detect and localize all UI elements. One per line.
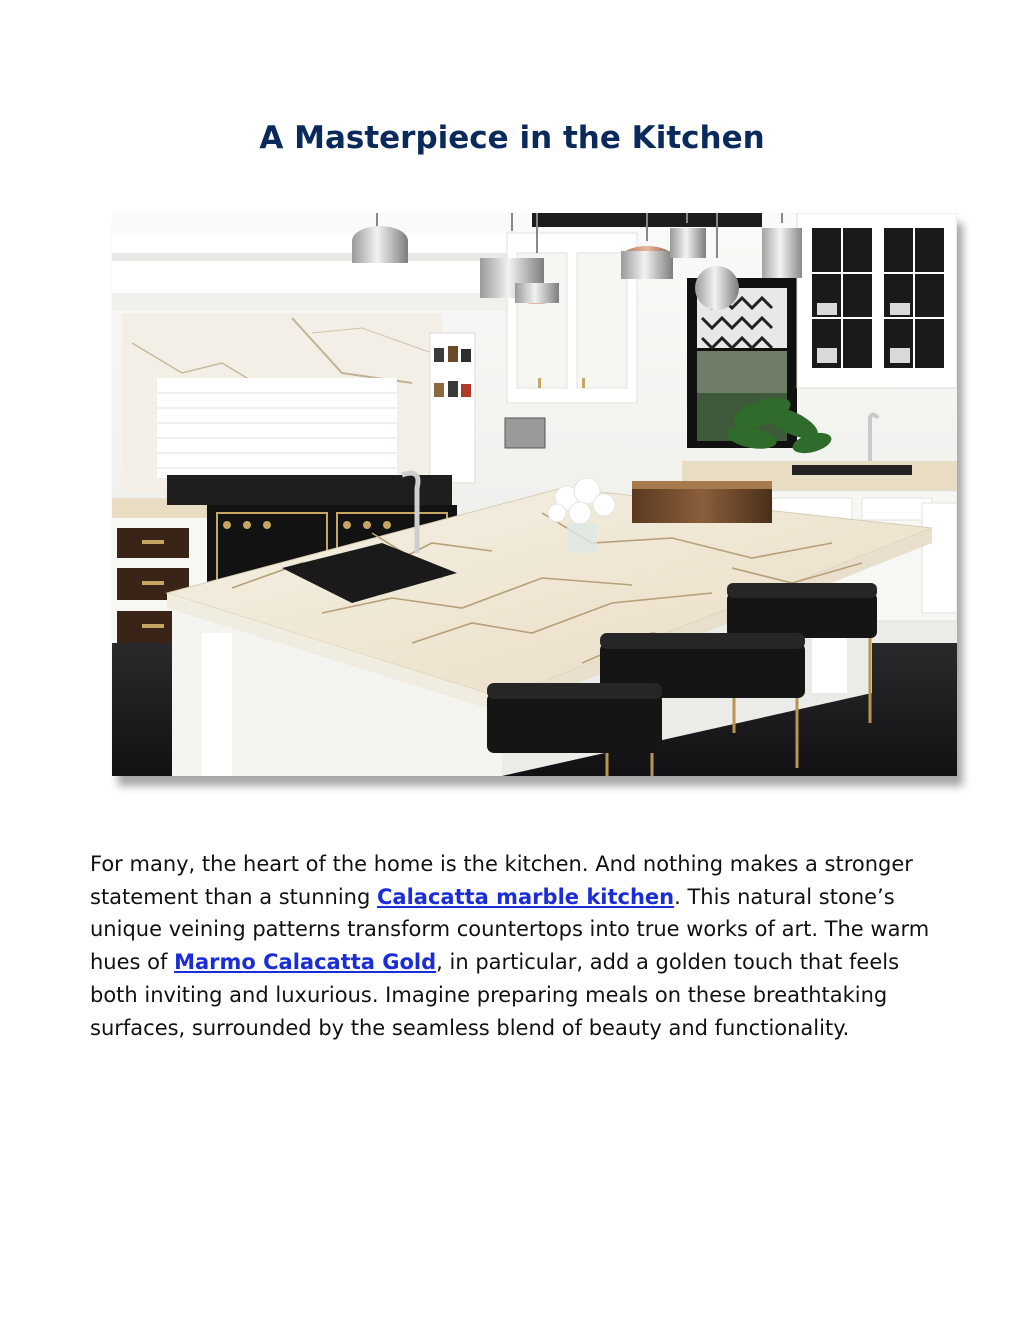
article-paragraph bbox=[90, 848, 940, 1044]
page-title: A Masterpiece in the Kitchen bbox=[259, 120, 765, 156]
paragraph-text-1: For many, the heart of the home is the kitchen. And nothing makes a stronger statement than a stunning bbox=[90, 852, 913, 909]
calacatta-marble-kitchen-link[interactable]: Calacatta marble kitchen bbox=[377, 884, 675, 909]
paragraph-text-2: . This natural stone’s unique veining patterns transform countertops into true works of art. The warm hues of bbox=[90, 884, 930, 975]
marmo-calacatta-gold-link[interactable]: Marmo Calacatta Gold bbox=[174, 950, 437, 975]
kitchen-photo bbox=[112, 213, 957, 776]
paragraph-text-3: , in particular, add a golden touch that feels both inviting and luxurious. Imagine preparing meals on these breathtaking surfaces, surrounded by the seamless blend of beauty and functionality. bbox=[90, 950, 900, 1040]
